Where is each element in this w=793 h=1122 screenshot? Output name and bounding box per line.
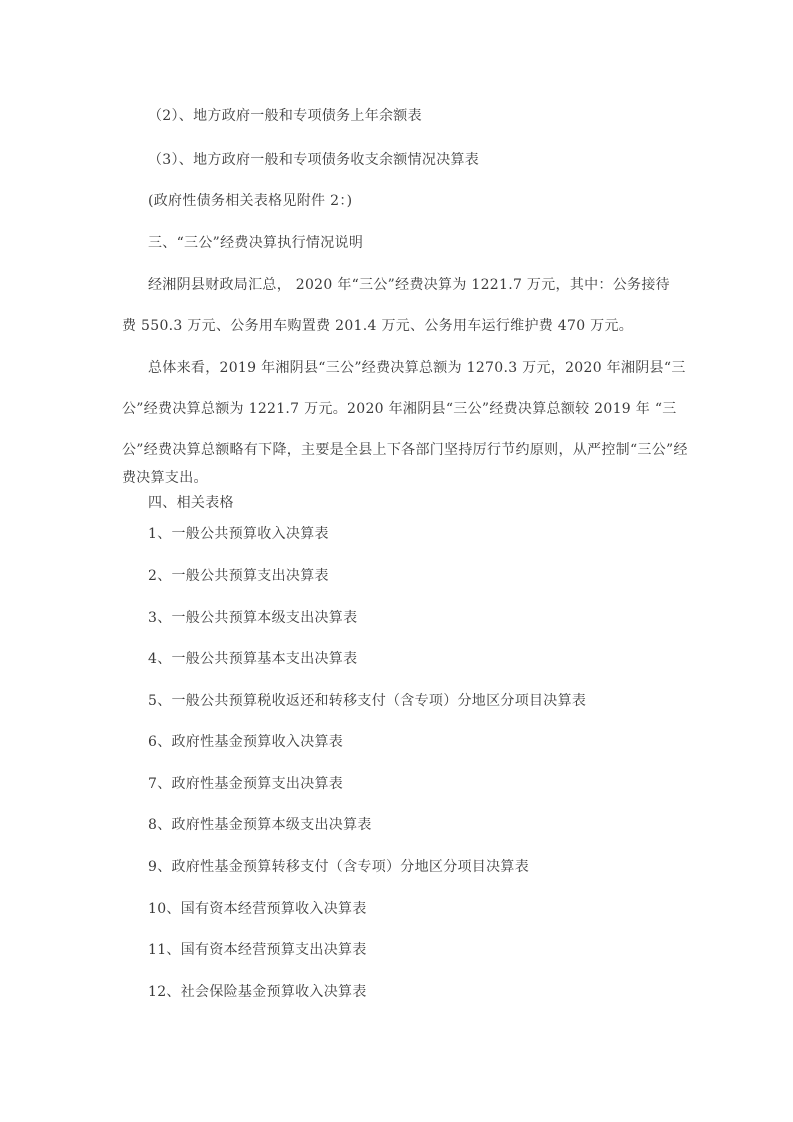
table-list-item: 4、一般公共预算基本支出决算表: [148, 651, 358, 667]
para1-line-1: 经湘阴县财政局汇总， 2020 年“三公”经费决算为 1221.7 万元，其中：公务接待: [148, 277, 670, 293]
table-list-item: 2、一般公共预算支出决算表: [148, 568, 329, 584]
debt-note: (政府性债务相关表格见附件 2：): [148, 193, 353, 209]
table-list-item: 8、政府性基金预算本级支出决算表: [148, 817, 372, 833]
debt-item-3: （3）、地方政府一般和专项债务收支余额情况决算表: [148, 152, 480, 168]
section-4-heading: 四、相关表格: [148, 495, 234, 511]
table-list-item: 3、一般公共预算本级支出决算表: [148, 610, 358, 626]
section-3-heading: 三、“三公”经费决算执行情况说明: [148, 235, 364, 251]
table-list-item: 5、一般公共预算税收返还和转移支付（含专项）分地区分项目决算表: [148, 693, 587, 709]
para1-line-2: 费 550.3 万元、公务用车购置费 201.4 万元、公务用车运行维护费 470 万元。: [122, 318, 634, 334]
para2-line-4: 费决算支出。: [122, 470, 208, 486]
table-list-item: 9、政府性基金预算转移支付（含专项）分地区分项目决算表: [148, 859, 530, 875]
debt-item-2: （2）、地方政府一般和专项债务上年余额表: [148, 108, 422, 124]
table-list-item: 11、国有资本经营预算支出决算表: [148, 942, 367, 958]
table-list-item: 1、一般公共预算收入决算表: [148, 526, 329, 542]
para2-line-2: 公”经费决算总额为 1221.7 万元。2020 年湘阴县“三公”经费决算总额较 2019 年 “三: [122, 401, 677, 417]
para2-line-1: 总体来看，2019 年湘阴县“三公”经费决算总额为 1270.3 万元，2020 年湘阴县“三: [148, 360, 686, 376]
table-list-item: 12、社会保险基金预算收入决算表: [148, 984, 367, 1000]
table-list-item: 7、政府性基金预算支出决算表: [148, 776, 344, 792]
table-list-item: 10、国有资本经营预算收入决算表: [148, 901, 367, 917]
para2-line-3: 公”经费决算总额略有下降，主要是全县上下各部门坚持厉行节约原则，从严控制“三公”经: [122, 442, 688, 458]
table-list-item: 6、政府性基金预算收入决算表: [148, 734, 344, 750]
